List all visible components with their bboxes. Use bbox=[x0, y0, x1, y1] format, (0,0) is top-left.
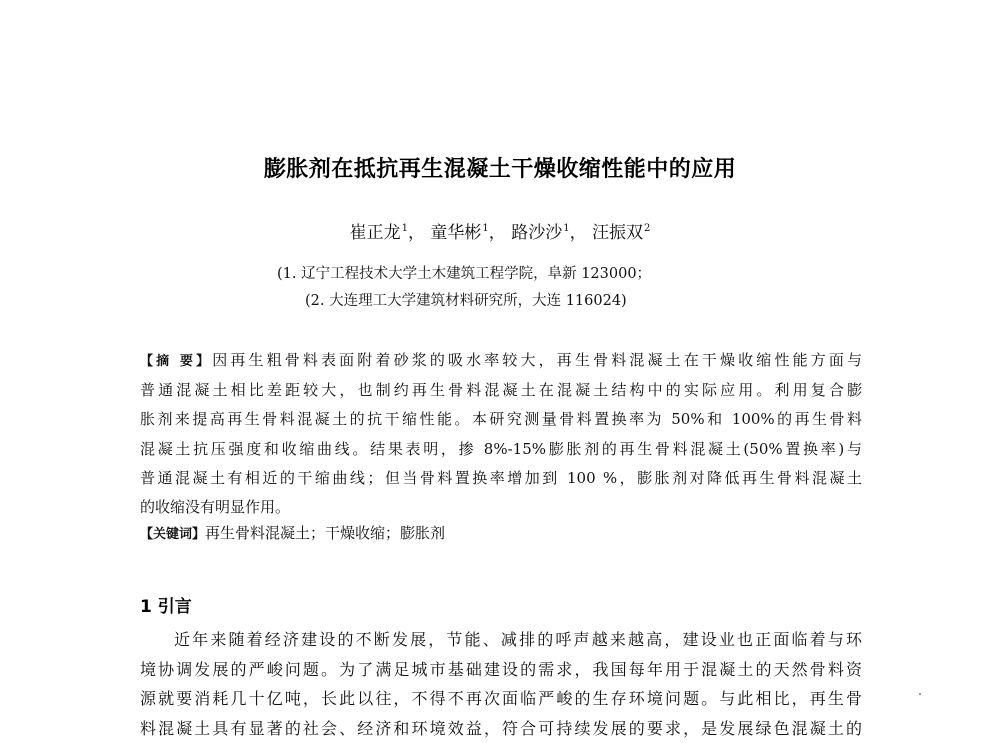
author: 汪振双$^2$ bbox=[592, 223, 650, 243]
keywords-text: 再生骨料混凝土；干燥收缩；膨胀剂 bbox=[205, 524, 445, 542]
affiliation-2: (2. 大连理工大学建筑材料研究所，大连 116024) bbox=[305, 289, 627, 310]
author: 崔正龙$^1$， bbox=[350, 223, 425, 243]
abstract-line: 普通混凝土相比差距较大，也制约再生骨料混凝土在混凝土结构中的实际应用。利用复合膨 bbox=[140, 376, 862, 405]
author: 童华彬$^1$， bbox=[430, 223, 505, 243]
author: 路沙沙$^1$， bbox=[511, 223, 586, 243]
section-body bbox=[140, 625, 862, 743]
scan-speck bbox=[919, 693, 921, 695]
abstract-line: 胀剂来提高再生骨料混凝土的抗干缩性能。本研究测量骨料置换率为 50%和 100%的再生骨料 bbox=[140, 405, 862, 434]
abstract-line: 混凝土抗压强度和收缩曲线。结果表明，掺 8%-15%膨胀剂的再生骨料混凝土(50%置换率)与 bbox=[140, 435, 862, 464]
abstract-label: 【摘 要】 bbox=[140, 354, 212, 369]
section-heading: 1 引言 bbox=[140, 592, 192, 617]
body-line: 料混凝土具有显著的社会、经济和环境效益，符合可持续发展的要求，是发展绿色混凝土的 bbox=[140, 714, 862, 743]
body-line: 近年来随着经济建设的不断发展，节能、减排的呼声越来越高，建设业也正面临着与环 bbox=[140, 625, 862, 655]
body-line: 境协调发展的严峻问题。为了满足城市基础建设的需求，我国每年用于混凝土的天然骨料资 bbox=[140, 655, 862, 685]
paper-title: 膨胀剂在抵抗再生混凝土干燥收缩性能中的应用 bbox=[0, 152, 1000, 183]
body-line: 源就要消耗几十亿吨，长此以往，不得不再次面临严峻的生存环境问题。与此相比，再生骨 bbox=[140, 684, 862, 714]
abstract-line: 【摘 要】因再生粗骨料表面附着砂浆的吸水率较大，再生骨料混凝土在干燥收缩性能方面与 bbox=[140, 346, 862, 376]
keywords bbox=[140, 522, 445, 543]
abstract-line: 的收缩没有明显作用。 bbox=[140, 493, 862, 522]
affiliation-1: (1. 辽宁工程技术大学土木建筑工程学院，阜新 123000； bbox=[277, 262, 651, 283]
abstract bbox=[140, 346, 862, 522]
keywords-label: 【关键词】 bbox=[140, 527, 205, 542]
abstract-line: 普通混凝土有相近的干缩曲线；但当骨料置换率增加到 100 %，膨胀剂对降低再生骨料混凝土 bbox=[140, 464, 862, 493]
author-list bbox=[0, 218, 1000, 243]
